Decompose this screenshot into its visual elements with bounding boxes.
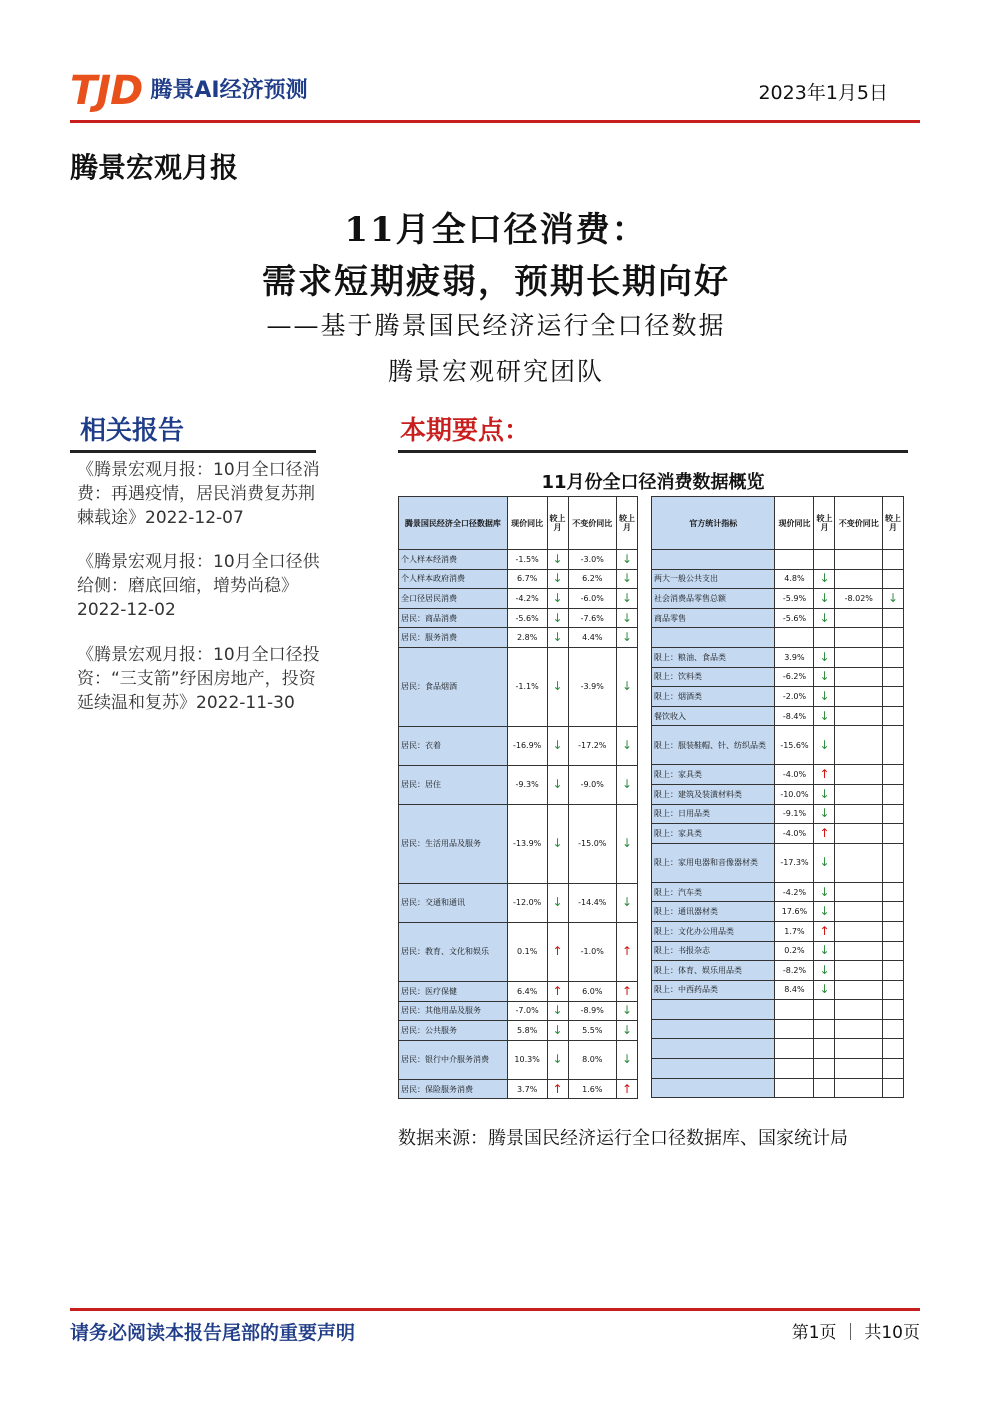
real-yoy-value bbox=[835, 902, 883, 922]
title-line-1: 11月全口径消费： bbox=[344, 210, 648, 250]
trend-arrow-icon: ↓ bbox=[814, 784, 835, 804]
table-row bbox=[652, 647, 904, 667]
row-label: 居民：保险服务消费 bbox=[399, 1079, 508, 1099]
nominal-yoy-value: -5.9% bbox=[775, 589, 814, 609]
real-yoy-value bbox=[835, 804, 883, 824]
empty-cell bbox=[652, 1059, 775, 1079]
trend-arrow-icon: ↓ bbox=[814, 706, 835, 726]
table-row bbox=[652, 667, 904, 687]
trend-arrow-icon bbox=[814, 628, 835, 648]
nominal-yoy-value: -10.0% bbox=[775, 784, 814, 804]
trend-arrow-icon: ↑ bbox=[547, 922, 568, 981]
trend-arrow-icon: ↓ bbox=[814, 804, 835, 824]
table-row bbox=[652, 843, 904, 882]
trend-arrow-icon bbox=[883, 667, 904, 687]
row-label: 限上：饮料类 bbox=[652, 667, 775, 687]
row-label: 居民：公共服务 bbox=[399, 1021, 508, 1041]
empty-cell bbox=[835, 1000, 883, 1020]
trend-arrow-icon: ↑ bbox=[814, 921, 835, 941]
trend-arrow-icon: ↑ bbox=[617, 1079, 638, 1099]
trend-arrow-icon: ↓ bbox=[617, 883, 638, 922]
nominal-yoy-value: 0.1% bbox=[507, 922, 547, 981]
nominal-yoy-value: 10.3% bbox=[507, 1040, 547, 1079]
trend-arrow-icon: ↓ bbox=[547, 608, 568, 628]
table-row bbox=[399, 765, 638, 804]
related-heading: 相关报告 bbox=[80, 416, 185, 446]
trend-arrow-icon bbox=[883, 804, 904, 824]
series-name: 腾景宏观月报 bbox=[70, 151, 239, 184]
trend-arrow-icon bbox=[814, 550, 835, 570]
nominal-yoy-value bbox=[775, 628, 814, 648]
nominal-yoy-value: -16.9% bbox=[507, 726, 547, 765]
trend-arrow-icon bbox=[883, 941, 904, 961]
header-vs-last-month: 较上月 bbox=[814, 497, 835, 550]
empty-cell bbox=[814, 1078, 835, 1098]
nominal-yoy-value: 4.8% bbox=[775, 569, 814, 589]
row-label: 限上：汽车类 bbox=[652, 882, 775, 902]
real-yoy-value: 1.6% bbox=[568, 1079, 616, 1099]
title-line-2: 需求短期疲弱，预期长期向好 bbox=[262, 262, 730, 302]
row-label: 个人样本经消费 bbox=[399, 550, 508, 570]
nominal-yoy-value: -9.3% bbox=[507, 765, 547, 804]
header-real-yoy: 不变价同比 bbox=[568, 497, 616, 550]
real-yoy-value: 6.0% bbox=[568, 981, 616, 1001]
nominal-yoy-value: 2.8% bbox=[507, 628, 547, 648]
empty-cell bbox=[883, 1000, 904, 1020]
row-label: 两大一般公共支出 bbox=[652, 569, 775, 589]
table-row bbox=[399, 1021, 638, 1041]
empty-cell bbox=[835, 1078, 883, 1098]
table-row bbox=[652, 550, 904, 570]
row-label: 限上：服装鞋帽、针、纺织品类 bbox=[652, 726, 775, 765]
related-report-2[interactable]: 《腾景宏观月报：10月全口径供给侧：磨底回缩，增势尚稳》2022-12-02 bbox=[77, 552, 320, 620]
trend-arrow-icon bbox=[883, 824, 904, 844]
empty-cell bbox=[883, 1059, 904, 1079]
trend-arrow-icon: ↓ bbox=[814, 902, 835, 922]
real-yoy-value: -17.2% bbox=[568, 726, 616, 765]
trend-arrow-icon: ↓ bbox=[814, 687, 835, 707]
trend-arrow-icon: ↓ bbox=[617, 550, 638, 570]
real-yoy-value bbox=[835, 882, 883, 902]
row-label: 限上：中西药品类 bbox=[652, 980, 775, 1000]
trend-arrow-icon: ↓ bbox=[617, 647, 638, 726]
table-row bbox=[652, 608, 904, 628]
table-row-empty bbox=[652, 1059, 904, 1079]
row-label bbox=[652, 550, 775, 570]
real-yoy-value: -8.02% bbox=[835, 589, 883, 609]
nominal-yoy-value: -6.2% bbox=[775, 667, 814, 687]
trend-arrow-icon: ↓ bbox=[547, 1021, 568, 1041]
header-real-yoy: 不变价同比 bbox=[835, 497, 883, 550]
trend-arrow-icon: ↓ bbox=[547, 726, 568, 765]
table-row bbox=[399, 550, 638, 570]
real-yoy-value bbox=[835, 784, 883, 804]
empty-cell bbox=[814, 1039, 835, 1059]
key-points-divider bbox=[398, 450, 908, 453]
nominal-yoy-value: 0.2% bbox=[775, 941, 814, 961]
trend-arrow-icon: ↓ bbox=[617, 589, 638, 609]
real-yoy-value bbox=[835, 706, 883, 726]
row-label: 居民：衣着 bbox=[399, 726, 508, 765]
table-row bbox=[399, 569, 638, 589]
trend-arrow-icon bbox=[883, 647, 904, 667]
table-row bbox=[399, 981, 638, 1001]
table-row bbox=[652, 706, 904, 726]
real-yoy-value bbox=[835, 569, 883, 589]
table-row bbox=[399, 726, 638, 765]
empty-cell bbox=[835, 1059, 883, 1079]
table-row-empty bbox=[652, 1019, 904, 1039]
table-row-empty bbox=[652, 1039, 904, 1059]
trend-arrow-icon: ↓ bbox=[547, 589, 568, 609]
nominal-yoy-value: -4.0% bbox=[775, 765, 814, 785]
nominal-yoy-value: -1.1% bbox=[507, 647, 547, 726]
real-yoy-value: -7.6% bbox=[568, 608, 616, 628]
empty-cell bbox=[883, 1019, 904, 1039]
logo bbox=[70, 70, 380, 112]
trend-arrow-icon: ↓ bbox=[547, 1040, 568, 1079]
nominal-yoy-value: -8.4% bbox=[775, 706, 814, 726]
nominal-yoy-value: -9.1% bbox=[775, 804, 814, 824]
table-row bbox=[652, 824, 904, 844]
left-data-table bbox=[398, 496, 638, 1099]
row-label: 餐饮收入 bbox=[652, 706, 775, 726]
real-yoy-value bbox=[835, 647, 883, 667]
real-yoy-value bbox=[835, 667, 883, 687]
trend-arrow-icon bbox=[883, 726, 904, 765]
trend-arrow-icon bbox=[883, 921, 904, 941]
header-vs-last-month-real: 较上月 bbox=[883, 497, 904, 550]
row-label: 限上：通讯器材类 bbox=[652, 902, 775, 922]
related-divider bbox=[70, 450, 316, 453]
real-yoy-value bbox=[835, 550, 883, 570]
trend-arrow-icon: ↓ bbox=[547, 569, 568, 589]
footer-divider bbox=[70, 1308, 920, 1311]
empty-cell bbox=[775, 1000, 814, 1020]
nominal-yoy-value: -4.2% bbox=[775, 882, 814, 902]
row-label: 商品零售 bbox=[652, 608, 775, 628]
empty-cell bbox=[814, 1019, 835, 1039]
real-yoy-value bbox=[835, 980, 883, 1000]
nominal-yoy-value: 6.4% bbox=[507, 981, 547, 1001]
nominal-yoy-value: -15.6% bbox=[775, 726, 814, 765]
trend-arrow-icon: ↑ bbox=[814, 824, 835, 844]
trend-arrow-icon bbox=[883, 569, 904, 589]
trend-arrow-icon bbox=[883, 706, 904, 726]
nominal-yoy-value: 5.8% bbox=[507, 1021, 547, 1041]
table-row bbox=[652, 804, 904, 824]
row-label: 居民：生活用品及服务 bbox=[399, 804, 508, 883]
table-row bbox=[652, 589, 904, 609]
table-row-empty bbox=[652, 1000, 904, 1020]
empty-cell bbox=[775, 1078, 814, 1098]
trend-arrow-icon: ↓ bbox=[617, 726, 638, 765]
team-name: 腾景宏观研究团队 bbox=[387, 357, 604, 386]
row-label: 居民：银行中介服务消费 bbox=[399, 1040, 508, 1079]
table-row bbox=[652, 980, 904, 1000]
table-row bbox=[652, 902, 904, 922]
trend-arrow-icon: ↓ bbox=[617, 1040, 638, 1079]
trend-arrow-icon: ↑ bbox=[617, 981, 638, 1001]
table-row bbox=[652, 941, 904, 961]
row-label: 限上：家用电器和音像器材类 bbox=[652, 843, 775, 882]
empty-cell bbox=[775, 1019, 814, 1039]
row-label: 限上：家具类 bbox=[652, 824, 775, 844]
real-yoy-value bbox=[835, 608, 883, 628]
header-vs-last-month: 较上月 bbox=[547, 497, 568, 550]
real-yoy-value bbox=[835, 941, 883, 961]
trend-arrow-icon: ↓ bbox=[814, 667, 835, 687]
row-label: 居民：居住 bbox=[399, 765, 508, 804]
trend-arrow-icon: ↓ bbox=[814, 961, 835, 981]
table-row bbox=[399, 647, 638, 726]
row-label: 个人样本政府消费 bbox=[399, 569, 508, 589]
page-indicator: 第1页 ｜ 共10页 bbox=[791, 1323, 920, 1343]
trend-arrow-icon: ↓ bbox=[814, 589, 835, 609]
real-yoy-value: -9.0% bbox=[568, 765, 616, 804]
header-indicator: 腾景国民经济全口径数据库 bbox=[399, 497, 508, 550]
empty-cell bbox=[652, 1078, 775, 1098]
table-row bbox=[399, 1001, 638, 1021]
trend-arrow-icon: ↓ bbox=[617, 1001, 638, 1021]
related-report-1[interactable]: 《腾景宏观月报：10月全口径消费：再遇疫情，居民消费复苏荆棘载途》2022-12-07 bbox=[77, 460, 320, 528]
logo-text: 腾景AI经济预测 bbox=[150, 78, 308, 103]
real-yoy-value: -3.9% bbox=[568, 647, 616, 726]
empty-cell bbox=[652, 1019, 775, 1039]
trend-arrow-icon bbox=[883, 608, 904, 628]
empty-cell bbox=[652, 1000, 775, 1020]
row-label bbox=[652, 628, 775, 648]
row-label: 限上：建筑及装潢材料类 bbox=[652, 784, 775, 804]
table-row bbox=[399, 883, 638, 922]
nominal-yoy-value: -1.5% bbox=[507, 550, 547, 570]
row-label: 限上：粮油、食品类 bbox=[652, 647, 775, 667]
real-yoy-value: -1.0% bbox=[568, 922, 616, 981]
logo-mark: TJD bbox=[70, 68, 143, 114]
row-label: 全口径居民消费 bbox=[399, 589, 508, 609]
header-nominal-yoy: 现价同比 bbox=[507, 497, 547, 550]
trend-arrow-icon bbox=[883, 980, 904, 1000]
trend-arrow-icon: ↑ bbox=[814, 765, 835, 785]
nominal-yoy-value: -7.0% bbox=[507, 1001, 547, 1021]
nominal-yoy-value: 3.7% bbox=[507, 1079, 547, 1099]
real-yoy-value: 4.4% bbox=[568, 628, 616, 648]
trend-arrow-icon bbox=[883, 882, 904, 902]
nominal-yoy-value: 3.9% bbox=[775, 647, 814, 667]
nominal-yoy-value: -5.6% bbox=[507, 608, 547, 628]
key-points-heading: 本期要点： bbox=[400, 416, 531, 446]
real-yoy-value bbox=[835, 726, 883, 765]
empty-cell bbox=[883, 1078, 904, 1098]
trend-arrow-icon bbox=[883, 843, 904, 882]
nominal-yoy-value: -17.3% bbox=[775, 843, 814, 882]
trend-arrow-icon: ↓ bbox=[814, 726, 835, 765]
empty-cell bbox=[652, 1039, 775, 1059]
row-label: 居民：服务消费 bbox=[399, 628, 508, 648]
data-source: 数据来源：腾景国民经济运行全口径数据库、国家统计局 bbox=[398, 1128, 848, 1149]
nominal-yoy-value: 8.4% bbox=[775, 980, 814, 1000]
empty-cell bbox=[883, 1039, 904, 1059]
empty-cell bbox=[835, 1039, 883, 1059]
table-row bbox=[652, 921, 904, 941]
empty-cell bbox=[775, 1039, 814, 1059]
row-label: 居民：食品烟酒 bbox=[399, 647, 508, 726]
table-row bbox=[652, 961, 904, 981]
right-data-table bbox=[651, 496, 904, 1098]
trend-arrow-icon bbox=[883, 961, 904, 981]
trend-arrow-icon: ↓ bbox=[617, 628, 638, 648]
nominal-yoy-value bbox=[775, 550, 814, 570]
trend-arrow-icon: ↓ bbox=[617, 608, 638, 628]
table-row bbox=[652, 784, 904, 804]
real-yoy-value: -6.0% bbox=[568, 589, 616, 609]
trend-arrow-icon: ↑ bbox=[547, 981, 568, 1001]
real-yoy-value bbox=[835, 921, 883, 941]
table-header-row bbox=[652, 497, 904, 550]
trend-arrow-icon: ↓ bbox=[814, 882, 835, 902]
real-yoy-value: -14.4% bbox=[568, 883, 616, 922]
table-row bbox=[399, 628, 638, 648]
table-row bbox=[652, 687, 904, 707]
nominal-yoy-value: 17.6% bbox=[775, 902, 814, 922]
trend-arrow-icon: ↓ bbox=[814, 941, 835, 961]
row-label: 限上：文化办公用品类 bbox=[652, 921, 775, 941]
empty-cell bbox=[814, 1059, 835, 1079]
trend-arrow-icon: ↓ bbox=[814, 647, 835, 667]
header-nominal-yoy: 现价同比 bbox=[775, 497, 814, 550]
footer-notice: 请务必阅读本报告尾部的重要声明 bbox=[70, 1322, 356, 1344]
real-yoy-value: 6.2% bbox=[568, 569, 616, 589]
trend-arrow-icon bbox=[883, 687, 904, 707]
real-yoy-value bbox=[835, 765, 883, 785]
trend-arrow-icon: ↓ bbox=[547, 628, 568, 648]
nominal-yoy-value: -4.0% bbox=[775, 824, 814, 844]
real-yoy-value bbox=[835, 824, 883, 844]
row-label: 居民：医疗保健 bbox=[399, 981, 508, 1001]
table-row bbox=[399, 608, 638, 628]
trend-arrow-icon: ↓ bbox=[814, 569, 835, 589]
nominal-yoy-value: -4.2% bbox=[507, 589, 547, 609]
trend-arrow-icon: ↑ bbox=[617, 922, 638, 981]
real-yoy-value: -8.9% bbox=[568, 1001, 616, 1021]
real-yoy-value bbox=[835, 961, 883, 981]
row-label: 限上：日用品类 bbox=[652, 804, 775, 824]
nominal-yoy-value: -5.6% bbox=[775, 608, 814, 628]
table-row bbox=[652, 882, 904, 902]
table-row bbox=[399, 1040, 638, 1079]
trend-arrow-icon: ↓ bbox=[814, 843, 835, 882]
table-row bbox=[399, 804, 638, 883]
trend-arrow-icon bbox=[883, 628, 904, 648]
table-row bbox=[652, 765, 904, 785]
empty-cell bbox=[775, 1059, 814, 1079]
trend-arrow-icon: ↓ bbox=[814, 980, 835, 1000]
table-row bbox=[399, 922, 638, 981]
table-row bbox=[652, 628, 904, 648]
row-label: 居民：交通和通讯 bbox=[399, 883, 508, 922]
table-row bbox=[399, 1079, 638, 1099]
real-yoy-value bbox=[835, 687, 883, 707]
trend-arrow-icon: ↓ bbox=[547, 765, 568, 804]
row-label: 居民：其他用品及服务 bbox=[399, 1001, 508, 1021]
row-label: 限上：书报杂志 bbox=[652, 941, 775, 961]
nominal-yoy-value: -13.9% bbox=[507, 804, 547, 883]
nominal-yoy-value: 6.7% bbox=[507, 569, 547, 589]
trend-arrow-icon: ↓ bbox=[547, 804, 568, 883]
row-label: 社会消费品零售总额 bbox=[652, 589, 775, 609]
empty-cell bbox=[814, 1000, 835, 1020]
trend-arrow-icon: ↓ bbox=[547, 550, 568, 570]
table-header-row bbox=[399, 497, 638, 550]
real-yoy-value: -3.0% bbox=[568, 550, 616, 570]
row-label: 限上：家具类 bbox=[652, 765, 775, 785]
trend-arrow-icon: ↓ bbox=[547, 1001, 568, 1021]
nominal-yoy-value: -12.0% bbox=[507, 883, 547, 922]
real-yoy-value bbox=[835, 628, 883, 648]
header-indicator: 官方统计指标 bbox=[652, 497, 775, 550]
real-yoy-value bbox=[835, 843, 883, 882]
trend-arrow-icon: ↓ bbox=[617, 1021, 638, 1041]
nominal-yoy-value: -8.2% bbox=[775, 961, 814, 981]
trend-arrow-icon: ↓ bbox=[617, 765, 638, 804]
row-label: 居民：商品消费 bbox=[399, 608, 508, 628]
header-vs-last-month-real: 较上月 bbox=[617, 497, 638, 550]
row-label: 限上：烟酒类 bbox=[652, 687, 775, 707]
trend-arrow-icon: ↓ bbox=[617, 804, 638, 883]
table-title: 11月份全口径消费数据概览 bbox=[541, 472, 765, 493]
nominal-yoy-value: -2.0% bbox=[775, 687, 814, 707]
table-row bbox=[652, 726, 904, 765]
trend-arrow-icon: ↓ bbox=[547, 883, 568, 922]
trend-arrow-icon: ↓ bbox=[883, 589, 904, 609]
report-date: 2023年1月5日 bbox=[758, 82, 888, 104]
trend-arrow-icon bbox=[883, 902, 904, 922]
trend-arrow-icon: ↓ bbox=[617, 569, 638, 589]
table-row bbox=[652, 569, 904, 589]
trend-arrow-icon: ↓ bbox=[547, 647, 568, 726]
trend-arrow-icon: ↓ bbox=[814, 608, 835, 628]
real-yoy-value: 8.0% bbox=[568, 1040, 616, 1079]
real-yoy-value: 5.5% bbox=[568, 1021, 616, 1041]
real-yoy-value: -15.0% bbox=[568, 804, 616, 883]
row-label: 居民：教育、文化和娱乐 bbox=[399, 922, 508, 981]
header-divider bbox=[70, 120, 920, 123]
related-report-3[interactable]: 《腾景宏观月报：10月全口径投资：“三支箭”纾困房地产，投资延续温和复苏》2022-11-30 bbox=[77, 645, 320, 713]
table-row bbox=[399, 589, 638, 609]
trend-arrow-icon bbox=[883, 784, 904, 804]
table-row-empty bbox=[652, 1078, 904, 1098]
nominal-yoy-value: 1.7% bbox=[775, 921, 814, 941]
empty-cell bbox=[835, 1019, 883, 1039]
trend-arrow-icon bbox=[883, 765, 904, 785]
trend-arrow-icon: ↑ bbox=[547, 1079, 568, 1099]
row-label: 限上：体育、娱乐用品类 bbox=[652, 961, 775, 981]
subtitle: ——基于腾景国民经济运行全口径数据 bbox=[266, 311, 726, 340]
trend-arrow-icon bbox=[883, 550, 904, 570]
